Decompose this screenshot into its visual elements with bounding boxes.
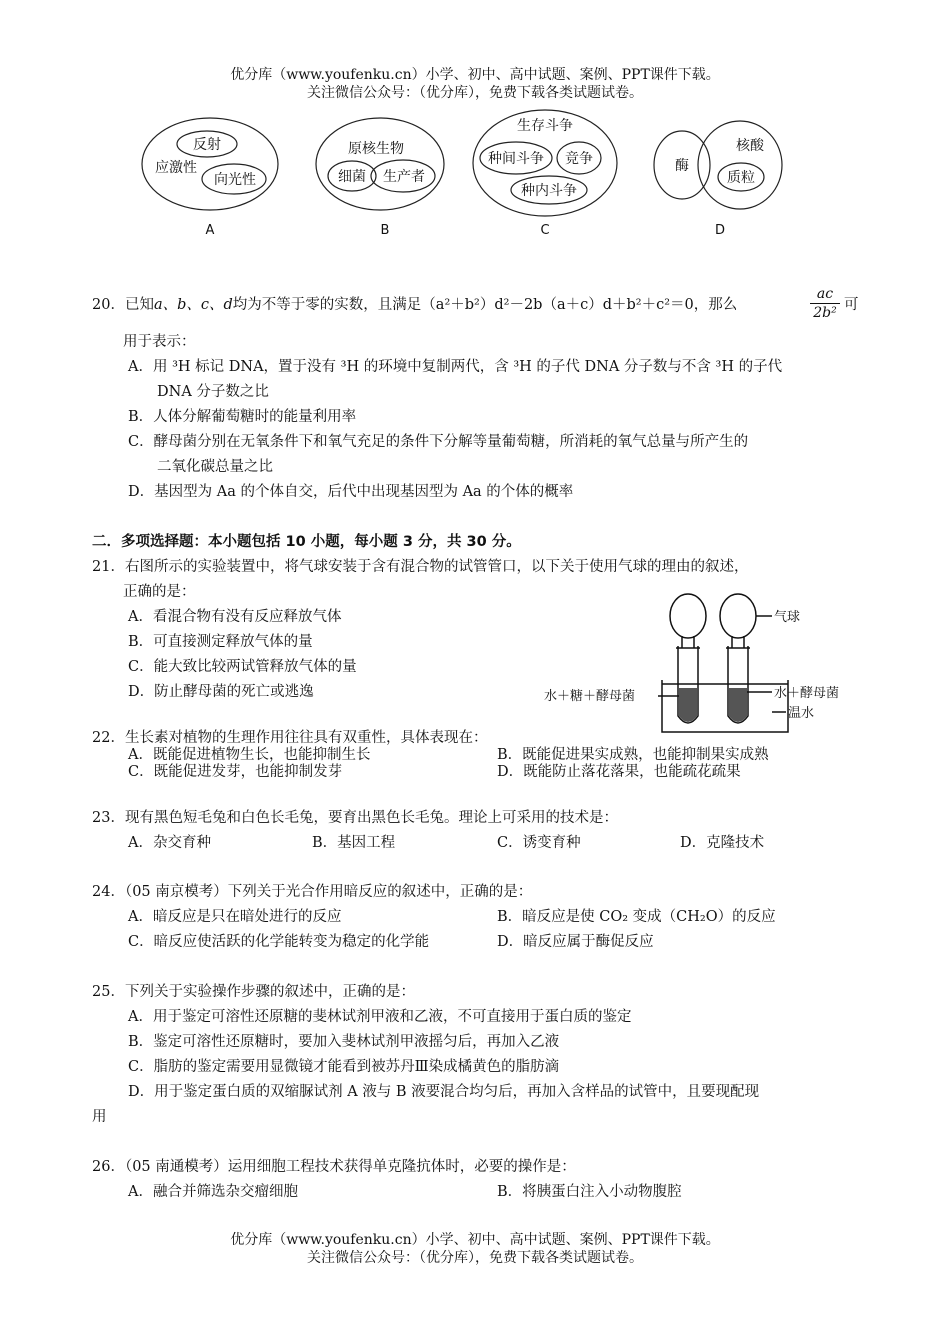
q24-option-a: A．暗反应是只在暗处进行的反应 bbox=[128, 909, 342, 925]
q20-frac-num: ac bbox=[810, 285, 840, 304]
q20-stem-c: 可 bbox=[844, 297, 859, 313]
venn-a-inner2-label: 向光性 bbox=[214, 172, 256, 188]
q22-option-c: C．既能促进发芽，也能抑制发芽 bbox=[128, 764, 343, 780]
q20-option-c2: 二氧化碳总量之比 bbox=[157, 459, 273, 475]
q22-line1: 22．生长素对植物的生理作用往往具有双重性，具体表现在： bbox=[92, 730, 488, 746]
header-line-2: 关注微信公众号：（优分库），免费下载各类试题试卷。 bbox=[307, 85, 643, 101]
q23-option-d: D．克隆技术 bbox=[680, 835, 765, 851]
venn-a-outer-label: 应激性 bbox=[155, 160, 197, 176]
venn-b-outer-label: 原核生物 bbox=[348, 141, 404, 157]
left-balloon bbox=[670, 594, 706, 638]
q20-vars: a、b、c、d bbox=[153, 297, 233, 313]
q25-option-b: B．鉴定可溶性还原糖时，要加入斐林试剂甲液摇匀后，再加入乙液 bbox=[128, 1034, 560, 1050]
venn-a-caption: A bbox=[205, 223, 215, 238]
venn-d-left-label: 酶 bbox=[675, 158, 689, 174]
venn-c-caption: C bbox=[540, 223, 550, 238]
venn-c-inner2-label: 竞争 bbox=[565, 151, 593, 167]
q21-figure bbox=[540, 588, 870, 738]
q24-option-c: C．暗反应使活跃的化学能转变为稳定的化学能 bbox=[128, 934, 430, 950]
q22-option-a: A．既能促进植物生长，也能抑制生长 bbox=[128, 747, 371, 763]
q21-option-b: B．可直接测定释放气体的量 bbox=[128, 634, 313, 650]
venn-d-right-label: 核酸 bbox=[736, 138, 764, 154]
q25-option-d1: D．用于鉴定蛋白质的双缩脲试剂 A 液与 B 液要混合均匀后，再加入含样品的试管中，且要现配现 bbox=[128, 1084, 760, 1100]
right-balloon bbox=[720, 594, 756, 638]
q21-option-d: D．防止酵母菌的死亡或逃逸 bbox=[128, 684, 314, 700]
q20-num: 20． bbox=[92, 297, 125, 313]
venn-a-inner1-label: 反射 bbox=[193, 137, 221, 153]
header-line-1: 优分库（www.youfenku.cn）小学、初中、高中试题、案例、PPT课件下载。 bbox=[230, 67, 720, 83]
q25-option-a: A．用于鉴定可溶性还原糖的斐林试剂甲液和乙液，不可直接用于蛋白质的鉴定 bbox=[128, 1009, 632, 1025]
q20-option-a1: A．用 ³H 标记 DNA，置于没有 ³H 的环境中复制两代，含 ³H 的子代 DNA 分子数与不含 ³H 的子代 bbox=[128, 359, 783, 375]
q22-option-d: D．既能防止落花落果，也能疏花疏果 bbox=[497, 764, 741, 780]
fig-left-label: 水＋糖＋酵母菌 bbox=[544, 689, 636, 704]
q23-option-c: C．诱变育种 bbox=[497, 835, 581, 851]
fig-balloon-label: 气球 bbox=[774, 610, 801, 625]
venn-c-outer-label: 生存斗争 bbox=[517, 118, 573, 134]
footer-line-2: 关注微信公众号：（优分库），免费下载各类试题试卷。 bbox=[307, 1250, 643, 1266]
footer-line-1: 优分库（www.youfenku.cn）小学、初中、高中试题、案例、PPT课件下载。 bbox=[230, 1232, 720, 1248]
q24-line1: 24．（05 南京模考）下列关于光合作用暗反应的叙述中，正确的是： bbox=[92, 884, 533, 900]
venn-d-inner-label: 质粒 bbox=[727, 170, 755, 186]
q20-frac-den: 2b² bbox=[813, 305, 837, 321]
q24-option-d: D．暗反应属于酶促反应 bbox=[497, 934, 654, 950]
q20-option-b: B．人体分解葡萄糖时的能量利用率 bbox=[128, 409, 357, 425]
q26-line1: 26．（05 南通模考）运用细胞工程技术获得单克隆抗体时，必要的操作是： bbox=[92, 1159, 576, 1175]
q24-option-b: B．暗反应是使 CO₂ 变成（CH₂O）的反应 bbox=[497, 909, 776, 925]
q20-stem bbox=[92, 295, 737, 315]
venn-d-caption: D bbox=[714, 223, 726, 238]
q26-option-b: B．将胰蛋白注入小动物腹腔 bbox=[497, 1184, 682, 1200]
q21-option-c: C．能大致比较两试管释放气体的量 bbox=[128, 659, 357, 675]
q20-option-d: D．基因型为 Aa 的个体自交，后代中出现基因型为 Aa 的个体的概率 bbox=[128, 484, 574, 500]
q26-option-a: A．融合并筛选杂交瘤细胞 bbox=[128, 1184, 298, 1200]
venn-b-inner2-label: 生产者 bbox=[383, 169, 425, 185]
q21-line2: 正确的是： bbox=[123, 584, 196, 600]
q25-line1: 25．下列关于实验操作步骤的叙述中，正确的是： bbox=[92, 984, 415, 1000]
fig-right-label: 水＋酵母菌 bbox=[774, 686, 840, 701]
q23-line1: 23．现有黑色短毛兔和白色长毛兔，要育出黑色长毛兔。理论上可采用的技术是： bbox=[92, 810, 618, 826]
venn-b-caption: B bbox=[380, 223, 390, 238]
venn-c-inner3-label: 种内斗争 bbox=[521, 183, 577, 199]
venn-c-inner1-label: 种间斗争 bbox=[488, 151, 544, 167]
q23-option-a: A．杂交育种 bbox=[128, 835, 211, 851]
venn-diagrams bbox=[140, 108, 820, 243]
venn-b-inner1-label: 细菌 bbox=[338, 169, 366, 185]
q20-option-a2: DNA 分子数之比 bbox=[157, 384, 269, 400]
q20-option-c1: C．酵母菌分别在无氧条件下和氧气充足的条件下分解等量葡萄糖，所消耗的氧气总量与所产生的 bbox=[128, 434, 749, 450]
q22-option-b: B．既能促进果实成熟，也能抑制果实成熟 bbox=[497, 747, 769, 763]
q21-line1: 21．右图所示的实验装置中，将气球安装于含有混合物的试管管口，以下关于使用气球的理由的叙述， bbox=[92, 559, 749, 575]
right-tube-liquid bbox=[729, 688, 747, 722]
section-2-title: 二．多项选择题：本小题包括 10 小题，每小题 3 分，共 30 分。 bbox=[92, 534, 521, 550]
q21-option-a: A．看混合物有没有反应释放气体 bbox=[128, 609, 342, 625]
q20-stem-line2: 用于表示： bbox=[123, 334, 196, 350]
q20-stem-a: 已知 bbox=[124, 297, 154, 313]
q25-option-d2: 用 bbox=[92, 1109, 107, 1125]
q25-option-c: C．脂肪的鉴定需要用显微镜才能看到被苏丹Ⅲ染成橘黄色的脂肪滴 bbox=[128, 1059, 560, 1075]
q23-option-b: B．基因工程 bbox=[312, 835, 396, 851]
q20-stem-b: 均为不等于零的实数，且满足（a²＋b²）d²－2b（a＋c）d＋b²＋c²＝0，那么 bbox=[232, 297, 738, 313]
q20-fraction bbox=[810, 285, 840, 322]
left-tube-liquid bbox=[679, 688, 697, 722]
fig-water-label: 温水 bbox=[788, 706, 815, 721]
